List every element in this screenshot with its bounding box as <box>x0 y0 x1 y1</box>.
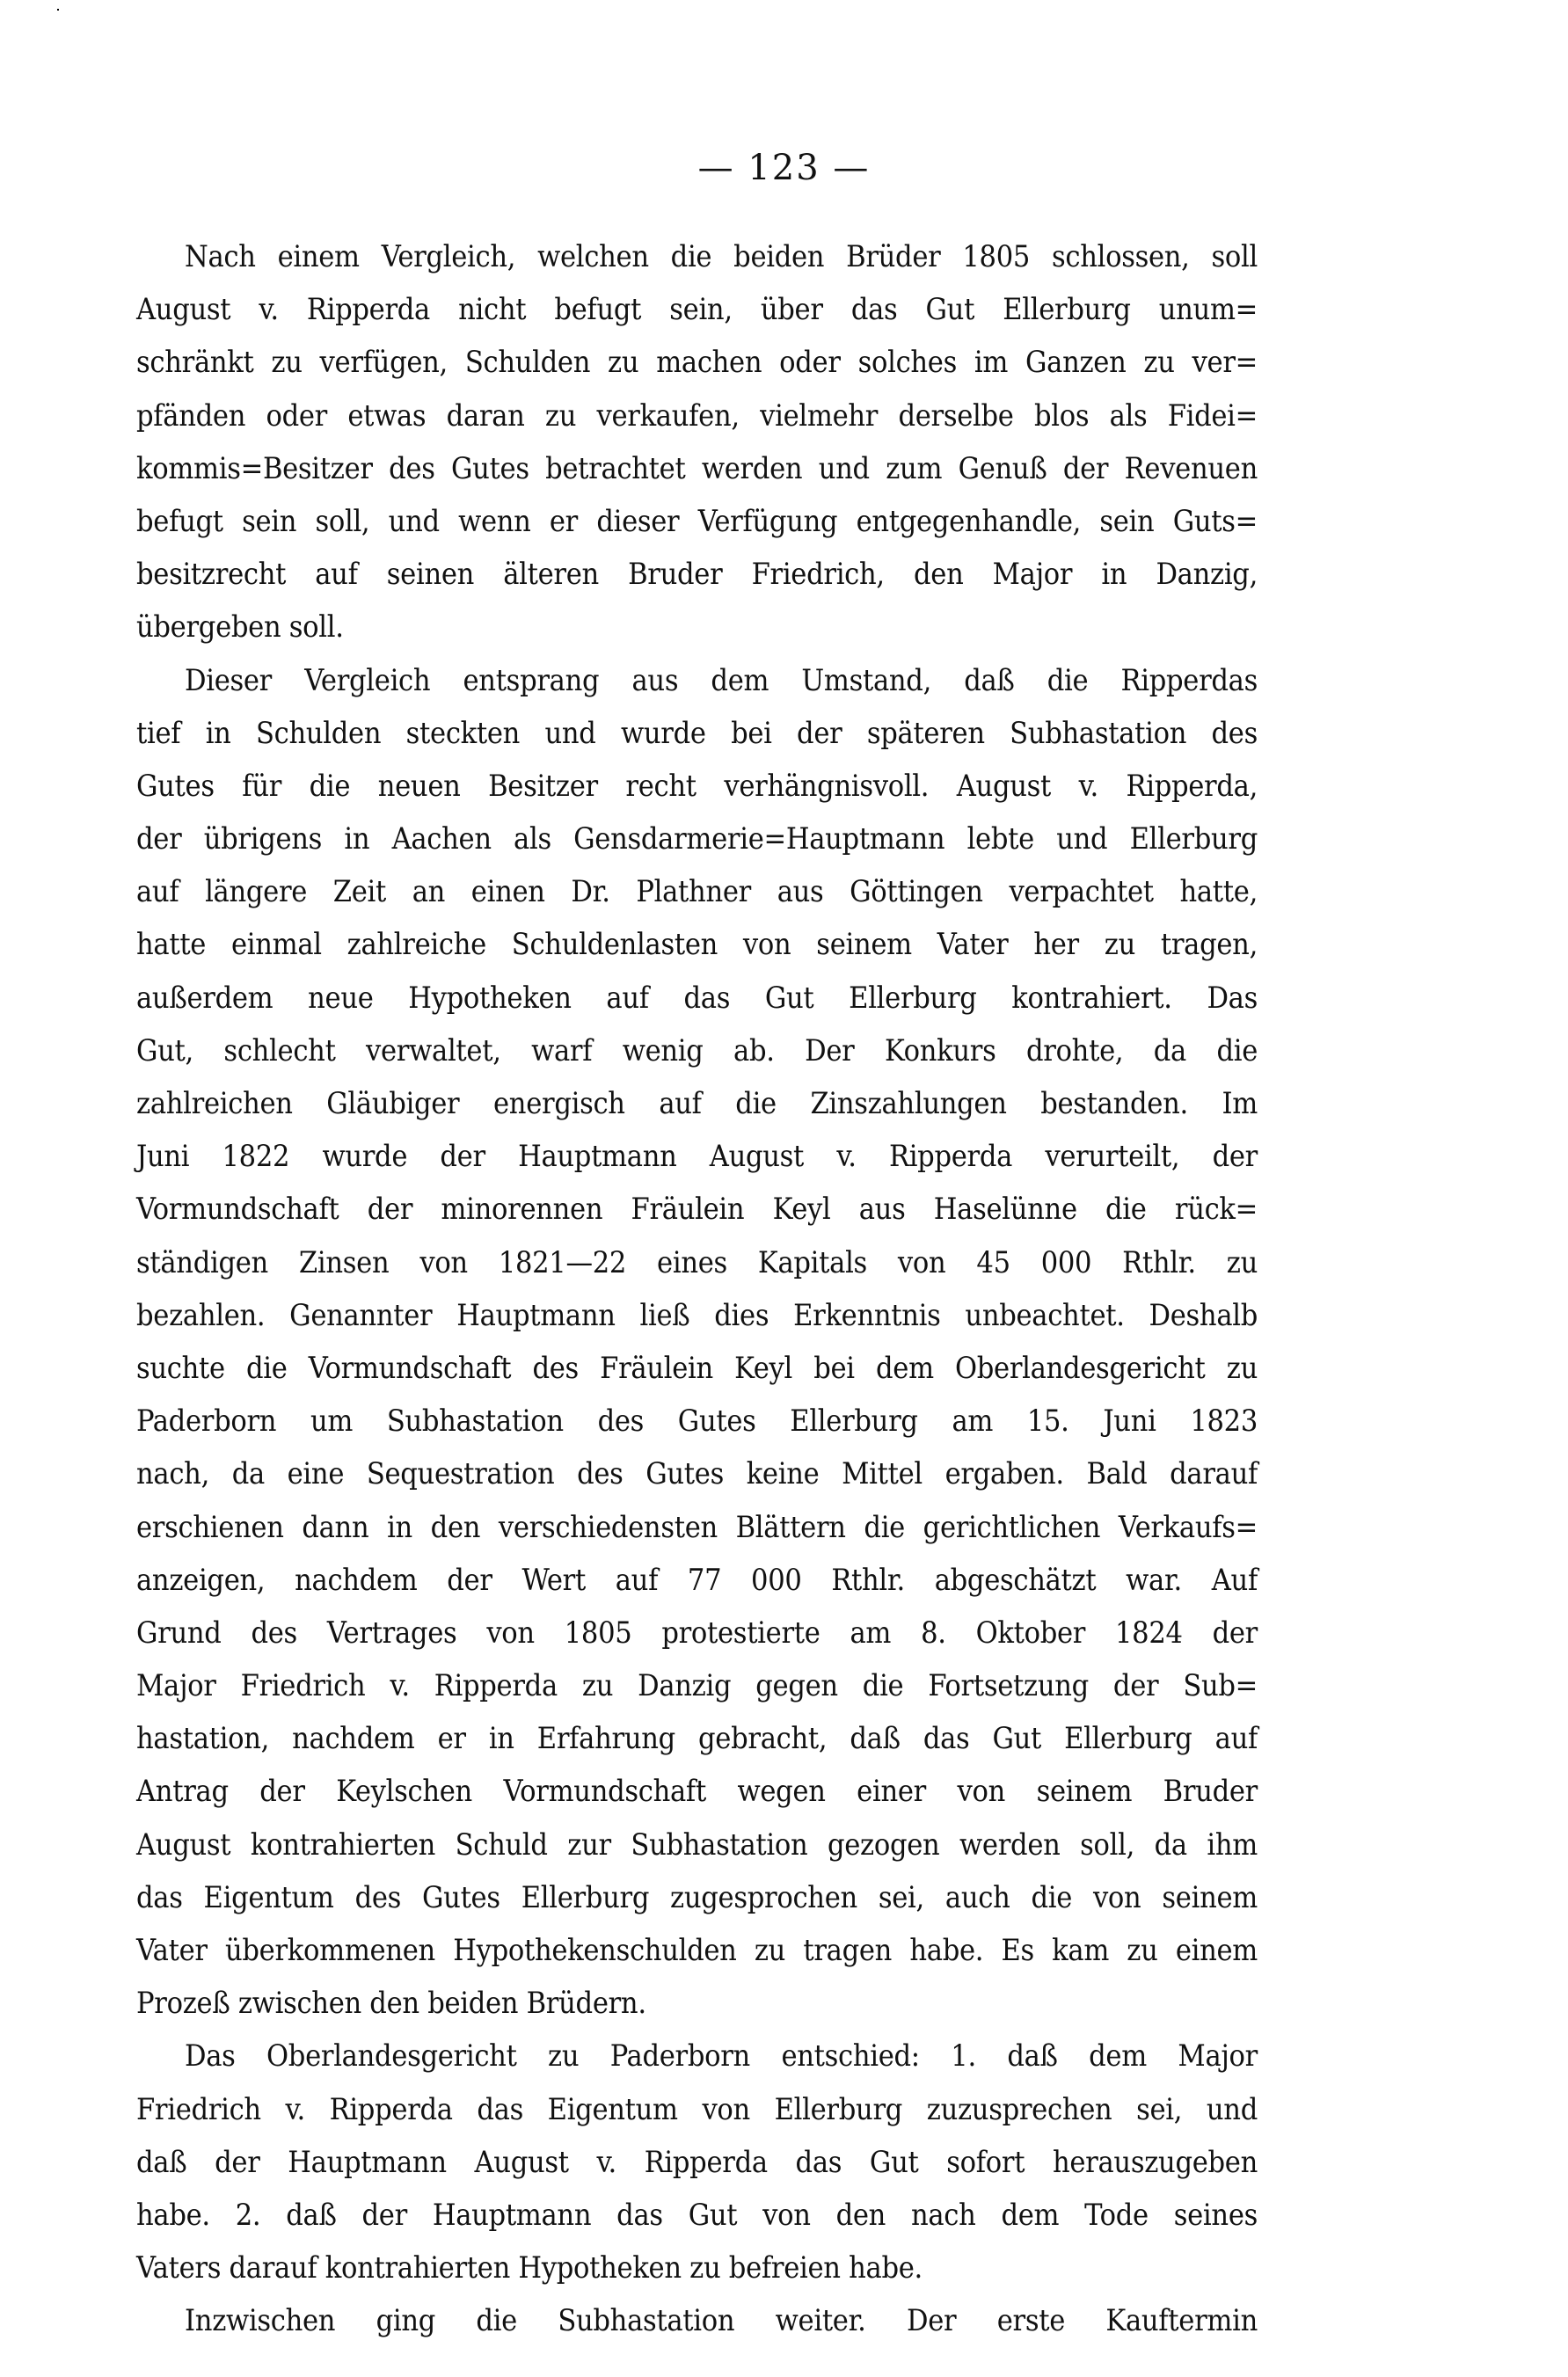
text-line: Paderborn um Subhastation des Gutes Ellerburg am 15. Juni 1823 <box>136 1404 1258 1440</box>
text-line: suchte die Vormundschaft des Fräulein Keyl bei dem Oberlandesgericht zu <box>136 1350 1258 1386</box>
text-line: nach, da eine Sequestration des Gutes keine Mittel ergaben. Bald darauf <box>136 1456 1258 1492</box>
text-line: Vater überkommenen Hypothekenschulden zu tragen habe. Es kam zu einem <box>136 1933 1258 1968</box>
text-line: hastation, nachdem er in Erfahrung gebracht, daß das Gut Ellerburg auf <box>136 1721 1258 1757</box>
text-line: der übrigens in Aachen als Gensdarmerie=Hauptmann lebte und Ellerburg <box>136 821 1258 857</box>
text-line: kommis=Besitzer des Gutes betrachtet werden und zum Genuß der Revenuen <box>136 450 1258 486</box>
text-line: befugt sein soll, und wenn er dieser Verfügung entgegenhandle, sein Guts= <box>136 503 1258 539</box>
text-line: Friedrich v. Ripperda das Eigentum von Ellerburg zuzusprechen sei, und <box>136 2091 1258 2127</box>
text-line: pfänden oder etwas daran zu verkaufen, vielmehr derselbe blos als Fidei= <box>136 397 1258 434</box>
text-line: Juni 1822 wurde der Hauptmann August v. Ripperda verurteilt, der <box>136 1139 1258 1175</box>
text-line: anzeigen, nachdem der Wert auf 77 000 Rthlr. abgeschätzt war. Auf <box>136 1562 1258 1598</box>
text-line: schränkt zu verfügen, Schulden zu machen oder solches im Ganzen zu ver= <box>136 345 1258 381</box>
text-line: Prozeß zwischen den beiden Brüdern. <box>136 1986 646 2022</box>
text-line: Inzwischen ging die Subhastation weiter. Der erste Kauftermin <box>185 2303 1258 2339</box>
text-line: besitzrecht auf seinen älteren Bruder Friedrich, den Major in Danzig, <box>136 557 1258 593</box>
paragraph-2 <box>136 654 1258 2031</box>
text-line: Nach einem Vergleich, welchen die beiden Brüder 1805 schlossen, soll <box>185 239 1258 274</box>
text-line: Major Friedrich v. Ripperda zu Danzig gegen die Fortsetzung der Sub= <box>136 1668 1258 1704</box>
text-line: tief in Schulden steckten und wurde bei der späteren Subhastation des <box>136 715 1258 751</box>
text-line: August kontrahierten Schuld zur Subhastation gezogen werden soll, da ihm <box>136 1826 1258 1863</box>
text-line: Das Oberlandesgericht zu Paderborn entschied: 1. daß dem Major <box>185 2038 1258 2074</box>
text-line: Grund des Vertrages von 1805 protestierte am 8. Oktober 1824 der <box>136 1615 1258 1651</box>
text-line: auf längere Zeit an einen Dr. Plathner aus Göttingen verpachtet hatte, <box>136 874 1258 910</box>
text-line: habe. 2. daß der Hauptmann das Gut von den nach dem Tode seines <box>136 2197 1258 2233</box>
text-line: übergeben soll. <box>136 609 344 645</box>
text-line: bezahlen. Genannter Hauptmann ließ dies Erkenntnis unbeachtet. Deshalb <box>136 1297 1258 1333</box>
text-line: das Eigentum des Gutes Ellerburg zugesprochen sei, auch die von seinem <box>136 1879 1258 1915</box>
text-line: Dieser Vergleich entsprang aus dem Umstand, daß die Ripperdas <box>185 662 1258 698</box>
scan-speck <box>57 9 59 11</box>
text-line: Gutes für die neuen Besitzer recht verhängnisvoll. August v. Ripperda, <box>136 768 1258 804</box>
text-line: erschienen dann in den verschiedensten Blättern die gerichtlichen Verkaufs= <box>136 1509 1258 1545</box>
text-line: außerdem neue Hypotheken auf das Gut Ellerburg kontrahiert. Das <box>136 980 1258 1016</box>
body-text <box>136 230 1258 2348</box>
paragraph-4 <box>136 2294 1258 2347</box>
text-line: Antrag der Keylschen Vormundschaft wegen einer von seinem Bruder <box>136 1774 1258 1810</box>
text-line: hatte einmal zahlreiche Schuldenlasten von seinem Vater her zu tragen, <box>136 927 1258 963</box>
text-line: Gut, schlecht verwaltet, warf wenig ab. Der Konkurs drohte, da die <box>136 1032 1258 1068</box>
text-line: Vormundschaft der minorennen Fräulein Keyl aus Haselünne die rück= <box>136 1192 1258 1228</box>
text-line: daß der Hauptmann August v. Ripperda das Gut sofort herauszugeben <box>136 2144 1258 2180</box>
paragraph-3 <box>136 2030 1258 2294</box>
paragraph-1 <box>136 230 1258 654</box>
text-line: zahlreichen Gläubiger energisch auf die Zinszahlungen bestanden. Im <box>136 1086 1258 1121</box>
text-line: ständigen Zinsen von 1821—22 eines Kapitals von 45 000 Rthlr. zu <box>136 1244 1258 1280</box>
page-number: — 123 — <box>697 148 871 188</box>
text-line: Vaters darauf kontrahierten Hypotheken zu befreien habe. <box>136 2250 923 2286</box>
text-line: August v. Ripperda nicht befugt sein, über das Gut Ellerburg unum= <box>136 292 1258 328</box>
